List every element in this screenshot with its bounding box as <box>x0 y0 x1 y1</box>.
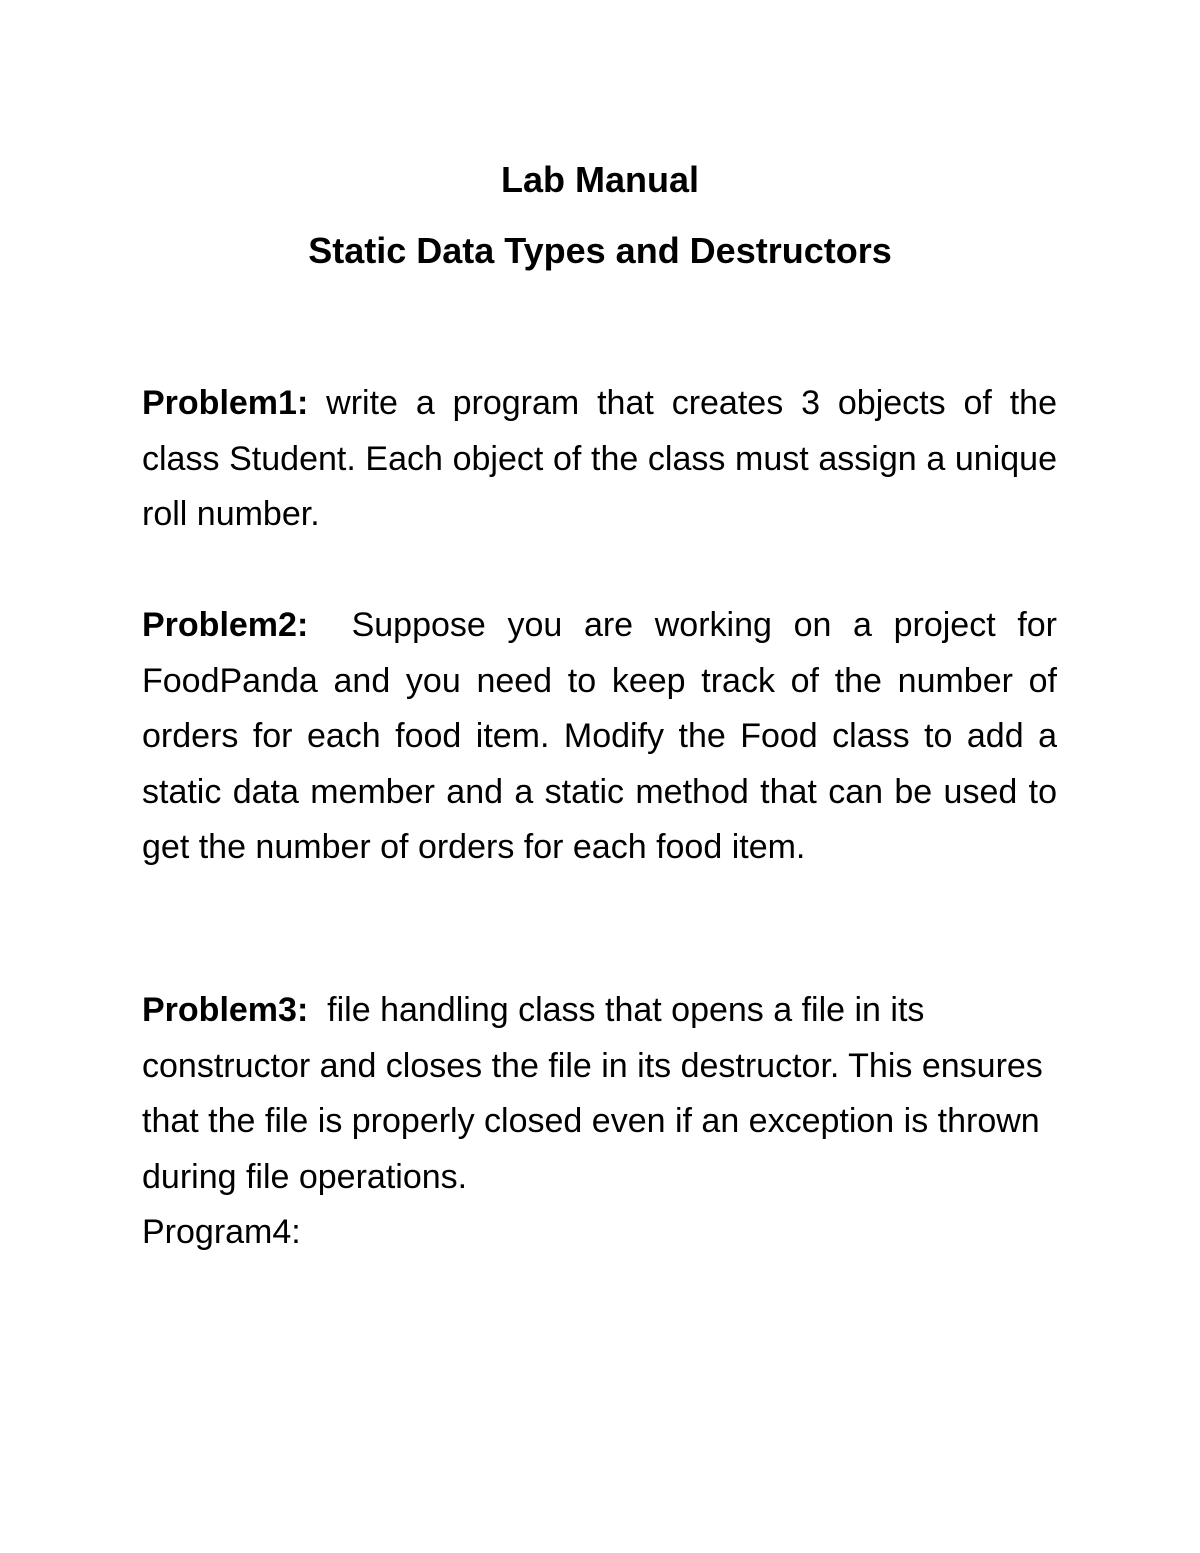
problem-1-paragraph <box>142 376 1057 543</box>
page-subtitle: Static Data Types and Destructors <box>308 230 892 271</box>
problem-2-paragraph <box>142 598 1057 876</box>
problem-3-text: file handling class that opens a file in its constructor and closes the file in its destructor. This ensures that the file is properly closed even if an exception is thrown during file operations. <box>142 991 1043 1196</box>
problem-1-text: write a program that creates 3 objects of the class Student. Each object of the class must assign a unique roll number. <box>142 384 1057 533</box>
problem-3-paragraph <box>142 983 1057 1205</box>
program-4-label: Program4: <box>142 1213 301 1251</box>
problem-2-label: Problem2: <box>142 606 309 644</box>
problem-3-label: Problem3: <box>142 991 309 1029</box>
problem-2-text: Suppose you are working on a project for FoodPanda and you need to keep track of the number of orders for each food item. Modify the Food class to add a static data member and a static method that can be used to get the number of orders for each food item. <box>142 606 1057 866</box>
problem-1-label: Problem1: <box>142 384 309 422</box>
page-title: Lab Manual <box>500 159 700 200</box>
